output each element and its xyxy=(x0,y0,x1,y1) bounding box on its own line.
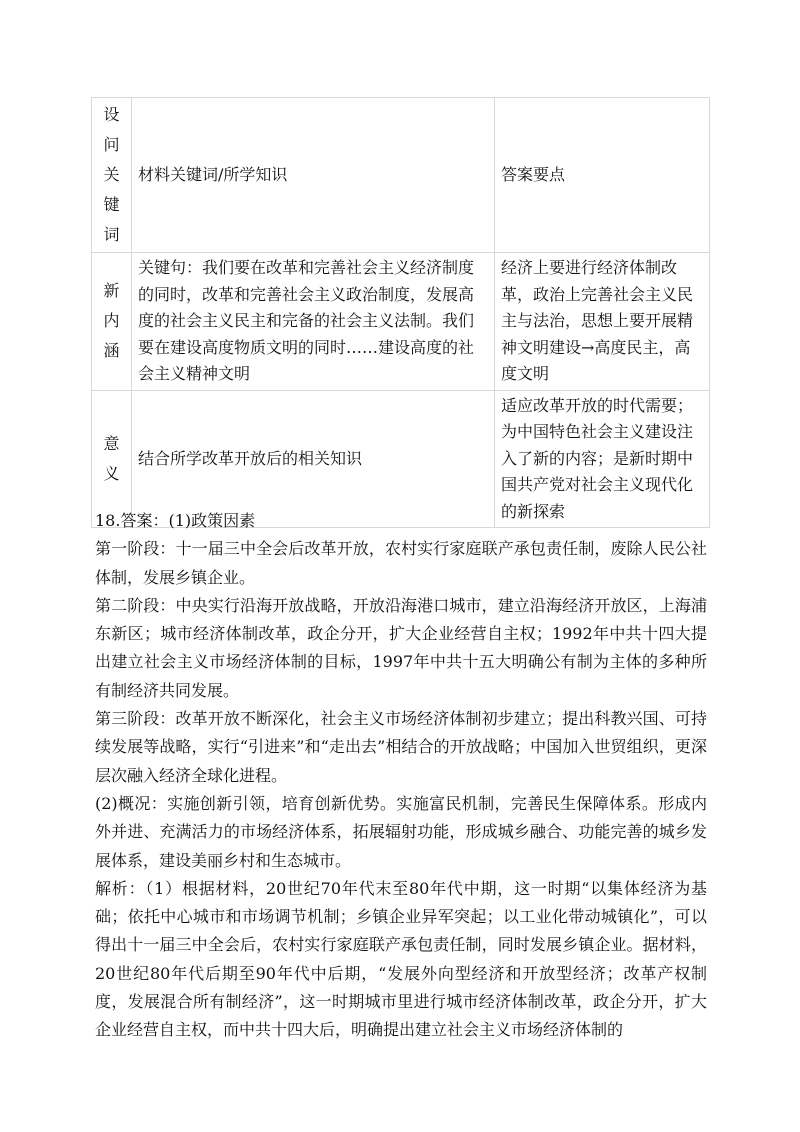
header-question-keyword-cell: 设问关键词 xyxy=(92,98,132,253)
header-material-keyword-cell: 材料关键词/所学知识 xyxy=(132,98,495,253)
answer-section xyxy=(95,507,707,1045)
row-material-cell: 结合所学改革开放后的相关知识 xyxy=(132,390,495,528)
answer-title: 18.答案：(1)政策因素 xyxy=(95,511,256,530)
part-two-paragraph: (2)概况：实施创新引领，培育创新优势。实施富民机制，完善民生保障体系。形成内外并进、充满活力的市场经济体系，拓展辐射功能，形成城乡融合、功能完善的城乡发展体系，建设美丽乡村和生态城市。 xyxy=(95,793,707,870)
stage-three-paragraph: 第三阶段：改革开放不断深化，社会主义市场经济体制初步建立；提出科教兴国、可持续发展等战略，实行“引进来”和“走出去”相结合的开放战略；中国加入世贸组织，更深层次融入经济全球化进程。 xyxy=(95,709,707,785)
table-header-row xyxy=(92,98,710,253)
table-row xyxy=(92,253,710,391)
row-label-cell: 新内涵 xyxy=(92,253,132,391)
row-answer-cell: 经济上要进行经济体制改革，政治上完善社会主义民主与法治，思想上要开展精神文明建设→高度民主，高度文明 xyxy=(495,253,710,391)
knowledge-table xyxy=(91,97,710,528)
stage-two-paragraph: 第二阶段：中央实行沿海开放战略，开放沿海港口城市，建立沿海经济开放区，上海浦东新区；城市经济体制改革，政企分开，扩大企业经营自主权；1992年中共十四大提出建立社会主义市场经济体制的目标，1997年中共十五大明确公有制为主体的多种所有制经济共同发展。 xyxy=(95,595,707,700)
row-material-cell: 关键句：我们要在改革和完善社会主义经济制度的同时，改革和完善社会主义政治制度，发展高度的社会主义民主和完备的社会主义法制。我们要在建设高度物质文明的同时……建设高度的社会主义精神文明 xyxy=(132,253,495,391)
row-answer-cell: 适应改革开放的时代需要；为中国特色社会主义建设注入了新的内容；是新时期中国共产党对社会主义现代化的新探索 xyxy=(495,390,710,528)
header-answer-point-cell: 答案要点 xyxy=(495,98,710,253)
analysis-paragraph: 解析：（1）根据材料，20世纪70年代末至80年代中期，这一时期“以集体经济为基础；依托中心城市和市场调节机制；乡镇企业异军突起；以工业化带动城镇化”，可以得出十一届三中全会后，农村实行家庭联产承包责任制，同时发展乡镇企业。据材料，20世纪80年代后期至90年代中后期，“发展外向型经济和开放型经济；改革产权制度，发展混合所有制经济”，这一时期城市里进行城市经济体制改革，政企分开，扩大企业经营自主权，而中共十四大后，明确提出建立社会主义市场经济体制的 xyxy=(95,878,707,1040)
stage-one-paragraph: 第一阶段：十一届三中全会后改革开放，农村实行家庭联产承包责任制，废除人民公社体制，发展乡镇企业。 xyxy=(95,539,707,587)
row-label-cell: 意义 xyxy=(92,390,132,528)
